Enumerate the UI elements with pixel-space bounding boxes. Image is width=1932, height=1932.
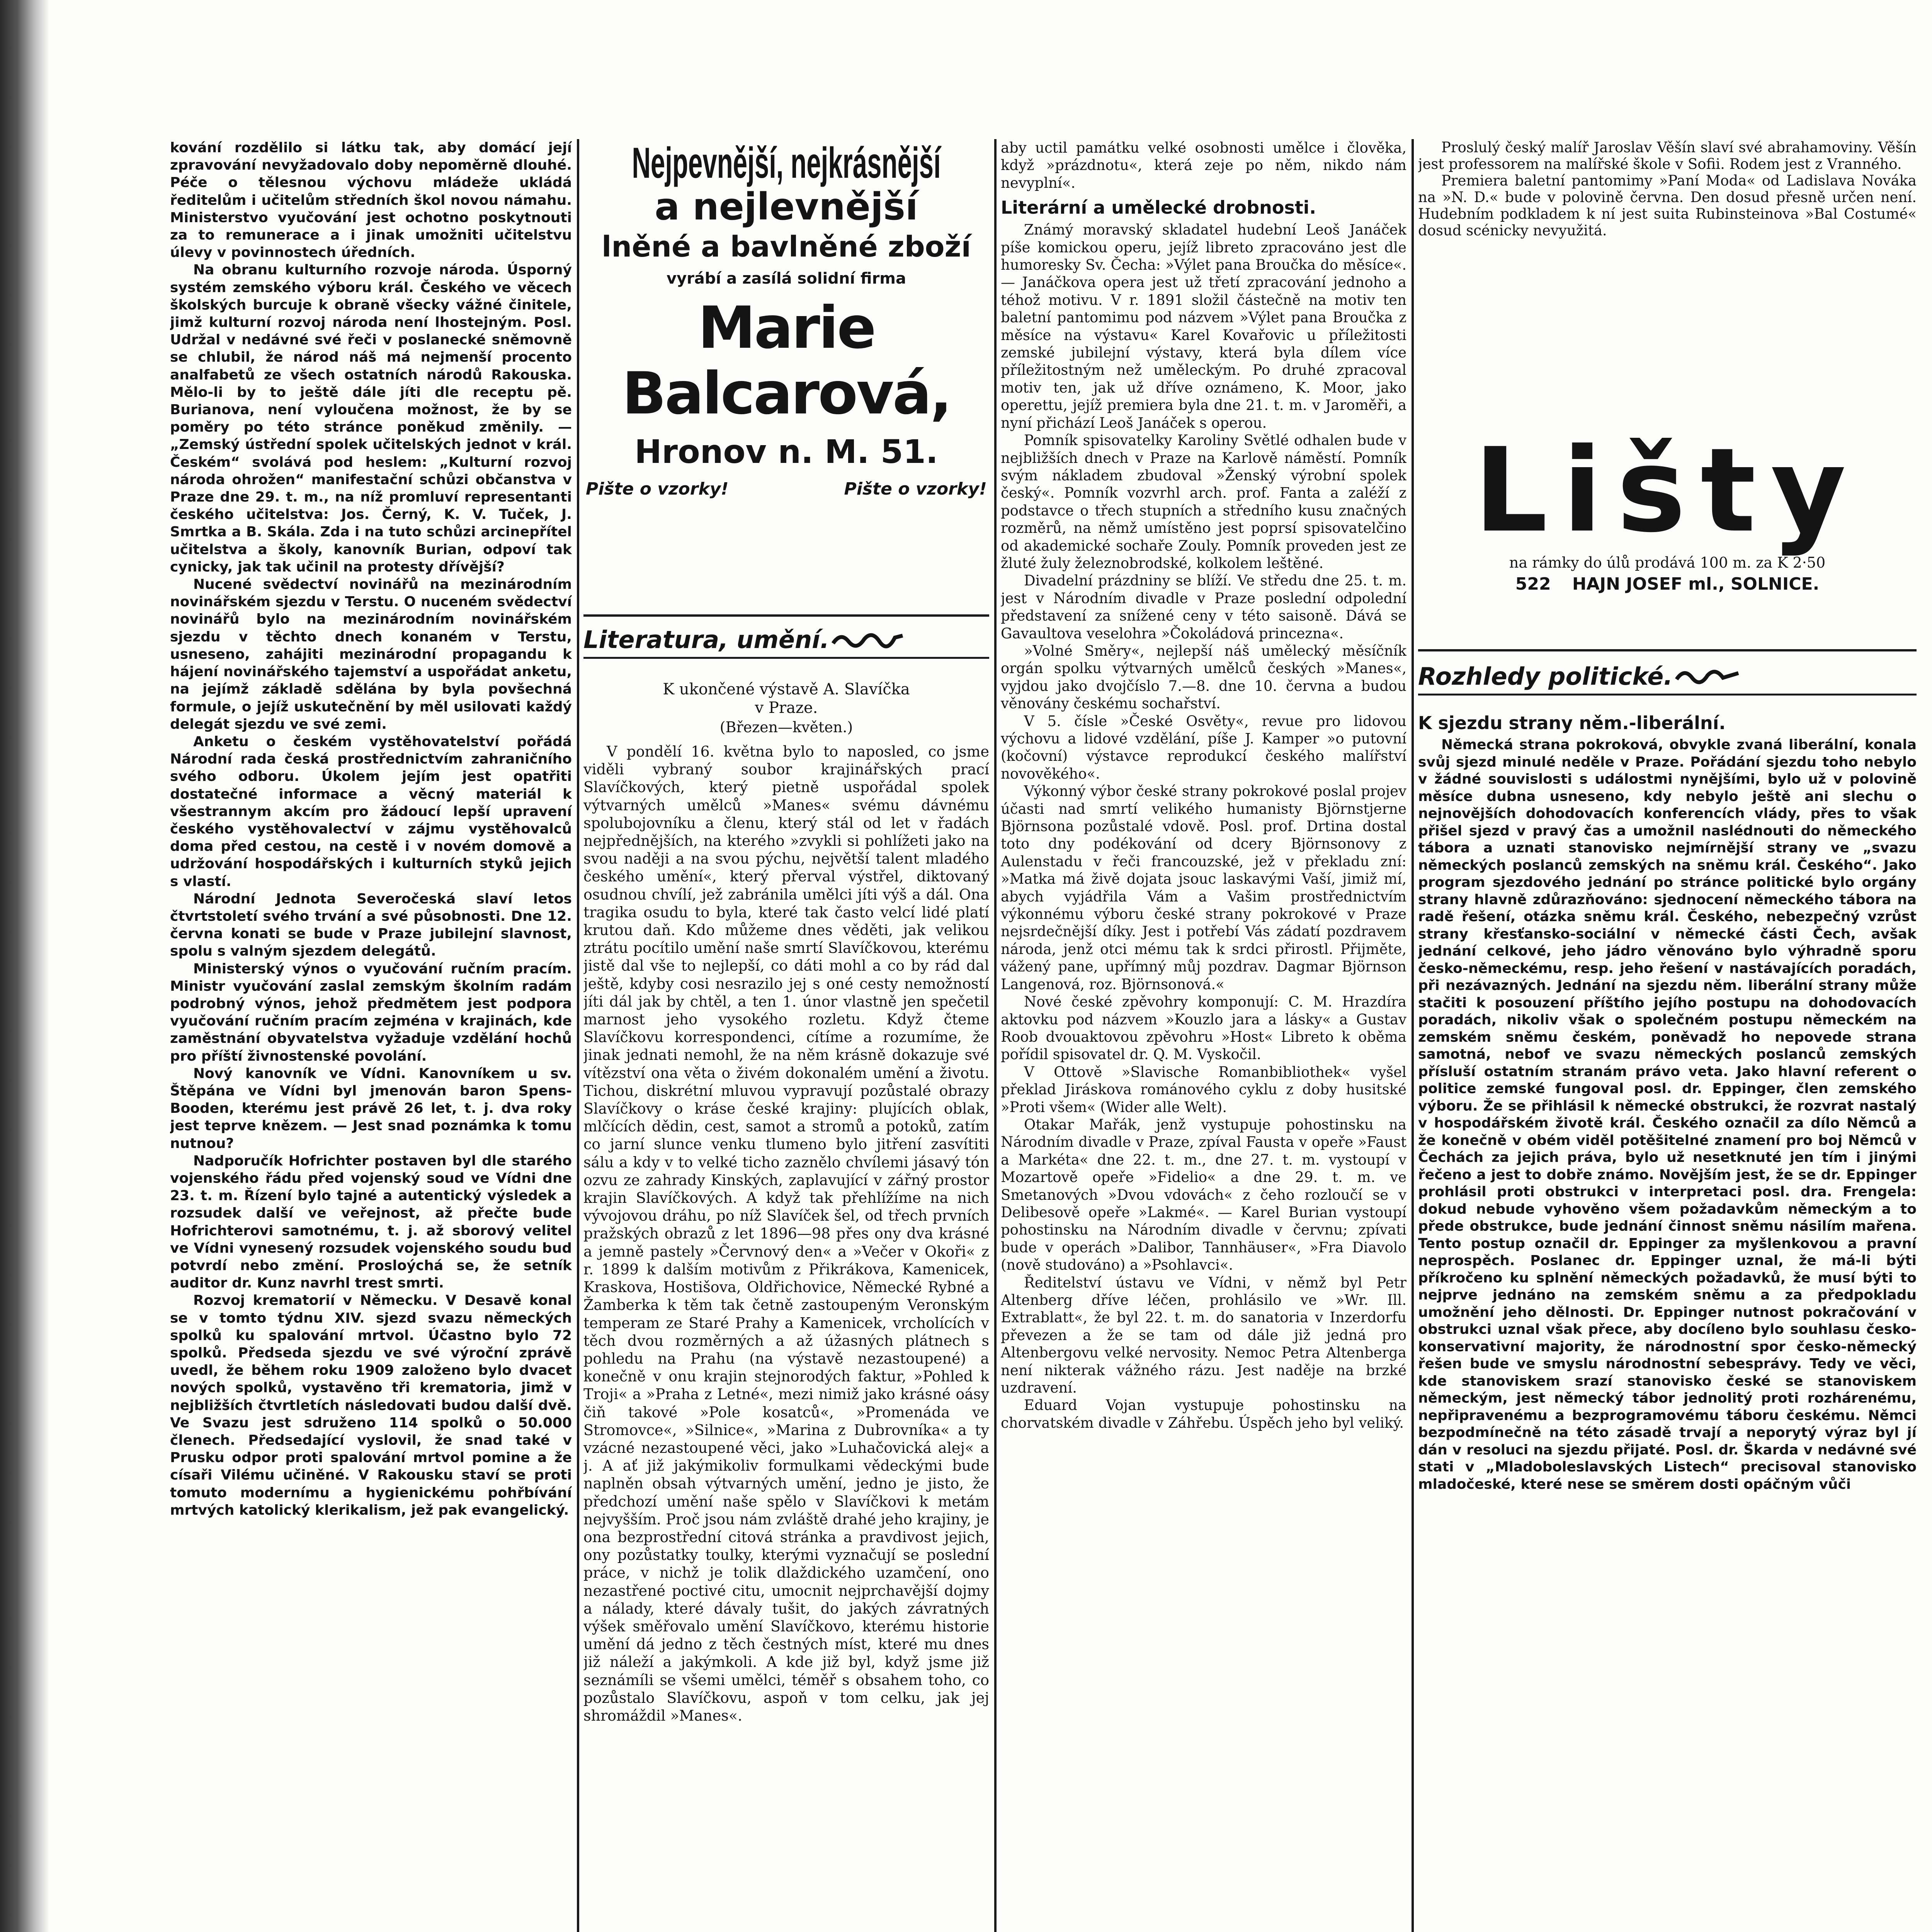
swash-ornament-icon [1673,665,1742,688]
section-banner-literatura [583,622,989,659]
columns [170,139,1917,1932]
section-title: Rozhledy politické. [1418,662,1673,690]
article-paragraph: Nadporučík Hofrichter postaven byl dle starého vojenského řádu před vojenský soud ve Vídni dne 23. t. m. Řízení bylo tajné a autentický výsledek a rozsudek další ve veřejnost, až přečte bude Hofrichterovi samotnému, t. j. až sborový velitel ve Vídni vynesený rozsudek vojenského soudu bud potvrdí nebo změní. Prosloýchá se, že setník auditor dr. Kunz navrhl trest smrti. [170,1153,572,1291]
article-paragraph: »Volné Směry«, nejlepší náš umělecký měsíčník orgán spolku výtvarných umělců českých »Manes«, vyjdou jako dvojčíslo 7.—8. dne 10. června a budou věnovány českému sochařství. [1001,642,1406,712]
article-title: K ukončené výstavě A. Slavíčka [663,680,910,698]
ad-cta: Pište o vzorky! [844,479,987,499]
article-heading: K sjezdu strany něm.-liberální. [1418,713,1726,733]
column-rule [994,139,997,1932]
article-body: Německá strana pokroková, obvykle zvaná liberální, konala svůj sjezd minulé neděle v Praze. Pořádání sjezdu toho nebylo v žádné souvislosti s událostmi nynějšími, bylo už v polovině měsíce dubna usneseno, kdy nebylo ještě ani slechu o nejnovějších dohodovacích konferencích vlády, přes to však přišel sjezd v pravý čas a umožnil naslédnouti do německého tábora a uznati stanovisko nejmírnější strany ve „svazu německých poslanců zemských na sněmu král. Českého“. Jako program sjezdového jednání po stránce politické bylo orgány strany hlavně zdůrazňováno: sjednocení německého tábora na radě řešení, otázka sněmu král. Českého, nebezpečný vzrůst strany křesťansko-sociální v německé části Čech, avšak jednání celkové, jeho jádro věnováno bylo výhradně sporu česko-německému, resp. jeho řešení v nastávajících poradách, při nezávazných. Jednání na sjezdu něm. liberální strany může stačiti k posouzení příštího jejího postupu na dohodovacích poradách, nikoliv však o společném postupu německém na zemském sněmu českém, poněvadž ho nepovede strana samotná, nebof ve svazu německých poslanců zemských přísluší ostatním stranám právo veta. Jako hlavní referent o politice zemské fungoval posl. dr. Eppinger, člen zemského výboru. Že se přihlásil k německé obstrukci, že rozvrat nastalý v hospodářském životě král. Českého označil za dílo Němců a že konečně v obém viděl potěšitelné znamení pro boj Němců v Čechách za jejich práva, bylo už nesetknuté jen tím i jinými řečeno a jest to dobře známo. Novějším jest, že se dr. Eppinger prohlásil proti obstrukci v interpretaci posl. dra. Frengela: dokud nebude vyhověno všem požadavkům německým a to přede obstrukce, bude jednání činnost sněmu násilím mařena. Tento postup označil dr. Eppinger za myšlenkovou a pravní neprospěch. Poslanec dr. Eppinger uznal, že má-li býti příkročeno ku splnění německých požadavků, že musí býti to nejprve jednáno na zemském sněmu a za předpokladu umožnění jeho dělnosti. Dr. Eppinger nutnost pokračování v obstrukci uznal však přece, aby docíleno bylo souhlasu česko-konservativní majority, že národnostní spor česko-německý řešen bude ve smyslu národnostní sebesprávy. Tedy ve věci, kde stanoviskem srazí stanovisko české se stanoviskem německým, jest německý tábor jednolitý proti rozhárenému, nepřipravenému a bezprogramovému táboru českému. Němci bezpodmínečně na této zásadě trvají a neporytý výraz byl jí dán v resoluci na sjezdu přijaté. Posl. dr. Škarda v nedávné své stati v „Mladoboleslavských Listech“ precisoval stanovisko mladočeské, které nese se směrem dosti opáčným vůči [1418,737,1917,1492]
article-paragraph: Eduard Vojan vystupuje pohostinsku na chorvatském divadle v Záhřebu. Úspěch jeho byl veliký. [1001,1397,1406,1431]
article-paragraph: Na obranu kulturního rozvoje národa. Úsporný systém zemského výboru král. Českého ve věcech školských burcuje k obraně všecky vážné činitele, jimž kulturní rozvoj národa není lhostejným. Posl. Udržal v nedávné své řeči v poslanecké sněmovně se chlubil, že národ náš má nejmenší procento analfabetů ze všech ostatních národů Rakouska. Mělo-li by to ještě dále jíti dle receptu pě. Burianova, není vyloučena možnost, že by se poměry po této stránce poněkud změnily. — „Zemský ústřední spolek učitelských jednot v král. Českém“ svolává pod heslem: „Kulturní rozvoj národa ohrožen“ manifestační schůzi občanstva v Praze dne 29. t. m., na níž promluví representanti českého učitelstva: Jos. Černý, K. V. Tuček, J. Smrtka a B. Skála. Zda i na tuto schůzi arcinepřítel učitelstva a školy, kanovník Burian, odpoví tak cynicky, jak tak učinil na protesty dřívější? [170,262,572,575]
article-paragraph: aby uctil památku velké osobnosti umělce i člověka, když »prázdnotu«, která zeje po něm, nikdo nám nevyplní«. [1001,139,1406,191]
article-paragraph: Nové české zpěvohry komponují: C. M. Hrazdíra aktovku pod názvem »Kouzlo jara a lásky« a Gustav Roob dvouaktovou zpěvohru »Host« Libreto k oběma pořídil spisovatel dr. Q. M. Vyskočil. [1001,993,1406,1063]
ad-maker-line: vyrábí a zasílá solidní firma [667,270,906,287]
ad-offer: na rámky do úlů prodává 100 m. za K 2·50 [1509,554,1826,571]
ad-cta-row [583,479,989,499]
article-paragraph: Otakar Mařák, jenž vystupuje pohostinsku na Národním divadle v Praze, zpíval Fausta v opeře »Faust a Markéta« dne 22. t. m., dne 27. t. m. vystoupí v Mozartově opeře »Fidelio« a dne 29. t. m. ve Smetanových »Dvou vdovách« z čeho rozloučí se v Delibesově opeře »Lakmé«. — Karel Burian vystoupí pohostinsku na Národním divadle v červnu; zpívati bude v operách »Dalibor, Tannhäuser«, »Fra Diavolo (nově studováno) a »Psohlavci«. [1001,1116,1406,1274]
article-paragraph: Anketu o českém vystěhovatelství pořádá Národní rada česká prostřednictvím zahraničního svého odboru. Úkolem jejím jest opatřiti dostatečné informace a věcný materiál k všestrannym akcím pro žádoucí lepší upravení českého vystěhovalectví v zájmu vystěhovalců doma před cestou, na cestě i v novém domově a udržování hospodářských i kulturních styků jejich s vlastí. [170,733,572,889]
ad-company-name: Marie Balcarová, [622,294,951,427]
listy-advertisement [1418,423,1917,651]
scan-edge-left [0,0,49,1932]
swash-ornament-icon [829,628,906,651]
newspaper-page [170,139,1917,1932]
ad-slogan: Nejpevnější, nejkrásnější [632,139,941,187]
column-4 [1418,139,1917,1932]
article-paragraph: Nucené svědectví novinářů na mezinárodním novinářském sjezdu v Terstu. O nuceném svědectví novinářů bylo na mezinárodním novinářském sjezdu v těchto dnech konaném v Terstu, usneseno, zahájiti mezinárodní propagandu k hájení novinářského tajemství a uspořádat anketu, na jejímž základě sdělána by byla povšechná formule, o jejíž uskutečnění by měl usilovati každý delegát sjezdu ve své zemi. [170,577,572,732]
ad-seller [1418,574,1917,594]
column-4-top [1418,139,1917,239]
ad-subtitle: a nejlevnější [655,185,918,228]
ad-seller-number: 522 [1515,574,1551,594]
article-sjezd [1418,707,1917,1493]
column-rule [577,139,579,1932]
article-paragraph: Ředitelství ústavu ve Vídni, v němž byl Petr Altenberg dříve léčen, prohlásilo ve »Wr. Ill. Extrablatt«, že byl 22. t. m. do sanatoria v Inzerdorfu převezen a že se tam od dále již jedná pro Altenbergovu velké nervosity. Nemoc Petra Altenberga není nikterak vážného rázu. Jest naděje na brzké uzdravení. [1001,1274,1406,1396]
article-paragraph: Pomník spisovatelky Karoliny Světlé odhalen bude v nejbližších dnech v Praze na Karlově náměstí. Pomník svým nákladem zbudoval »Ženský výrobní spolek český«. Pomník vozvrhl arch. prof. Fanta a zaléží z podstavce o třech stupních a středního kusu značných rozměrů, na němž umístěno jest poprsí spisovatelčino od akademické sochaře Zouly. Pomník proveden jest ze žluté žuly železnobrodské, kolkolem leštěné. [1001,432,1406,571]
article-paragraph: Výkonný výbor české strany pokrokové poslal projev účasti nad smrtí velikého humanisty Björnstjerne Björnsona pozůstalé vdově. Posl. prof. Drtina dostal toto dny podékování od dcery Björnsonovy z Aulenstadu v řeči francouzské, jež v překladu zní: »Matka má živě dojata jsouc laskavými Vaší, jimiž mí, abych vyjádřila Vám a Vašim prostřednictvím výkonnému výboru české strany pokrokové v Praze nejsrdečnější díky. Jest i potřebí Vás zádatí pozdravem národa, jenž otci mému tak k srdci přirostl. Přijměte, vážený pane, upřímný můj pozdrav. Dagmar Björnson Langenová, roz. Björnsonová.« [1001,783,1406,993]
column-1 [170,139,572,1932]
article-paragraph: Ministerský výnos o vyučování ručním pracím. Ministr vyučování zaslal zemským školním radám podrobný výnos, jehož předmětem jest podpora vyučování ručním pracím zejména v krajinách, kde zaměstnání obyvatelstva vyžaduje vzdělání hochů pro příští živnostenské povolání. [170,961,572,1064]
ad-headline: Lišty [1474,423,1861,558]
column-3 [1001,139,1406,1932]
article-paragraph: Národní Jednota Severočeská slaví letos čtvrtstoletí svého trvání a své působnosti. Dne 12. června konati se bude v Praze jubilejní slavnost, spolu s valným sjezdem delegátů. [170,891,572,959]
article-slavicek [583,680,989,1725]
linen-advertisement [583,139,989,617]
article-paragraph: Premiera baletní pantomimy »Paní Moda« od Ladislava Nováka na »N. D.« bude v polovině června. Den dosud přesně určen není. Hudebním podkladem k ní jest suita Rubinsteinova »Bal Costumé« dosud scénicky nevyužitá. [1418,172,1917,239]
article-paragraph: Známý moravský skladatel hudební Leoš Janáček píše komickou operu, jejíž libreto zpracováno jest dle humoresky Sv. Čecha: »Výlet pana Broučka do měsíce«. — Janáčkova opera jest už třetí zpracování jednoho a téhož motivu. V r. 1891 složil částečně na motiv ten baletní pantomimu pod názvem »Výlet pana Broučka z měsíce na výstavu« Karel Kovařovic u příležitosti zemské jubilejní výstavy, která byla dílem více příležitostným než uměleckým. Po druhé zpracoval motiv ten, jak už dříve oznámeno, K. Moor, jako operettu, jejíž premiera byla dne 21. t. m. v Jaroměři, a nyní přichází Leoš Janáček s operou. [1001,221,1406,431]
article-paragraph: Divadelní prázdniny se blíží. Ve středu dne 25. t. m. jest v Národním divadle v Praze poslední odpolední představení za snížené ceny v této saisoně. Dává se Gavaultova veselohra »Čokoládová princezna«. [1001,572,1406,642]
section-heading: Literární a umělecké drobnosti. [1001,197,1316,218]
column-2 [583,139,989,1932]
article-paragraph: Proslulý český malíř Jaroslav Věšín slaví své abrahamoviny. Věšín jest professorem na malířské škole v Sofii. Rodem jest z Vranného. [1418,139,1917,172]
ad-product: lněné a bavlněné zboží [602,230,971,264]
section-title: Literatura, umění. [583,625,829,654]
section-banner-politika [1418,659,1917,696]
ad-cta: Pište o vzorky! [586,479,729,499]
article-dates: (Březen—květen.) [719,719,853,736]
article-paragraph: V 5. čísle »České Osvěty«, revue pro lidovou výchovu a lidové vzdělání, píše J. Kamper »o putovní (kočovní) výstavce reprodukcí českého malířství novověkého«. [1001,713,1406,782]
article-paragraph: kování rozdělilo si látku tak, aby domácí její zpravování nevyžadovalo doby nepoměrně dlouhé. Péče o tělesnou výchovu mládeže ukládá ředitelům i učitelům středních škol novou námahu. Ministerstvo vyučování jest ochotno poskytnouti za to remunerace a i jinak umožniti učitelstvu úlevy v povinnostech úředních. [170,140,572,261]
article-paragraph: V Ottově »Slavische Romanbibliothek« vyšel překlad Jiráskova románového cyklu z doby husitské »Proti všem« (Wider alle Welt). [1001,1063,1406,1116]
article-paragraph: Nový kanovník ve Vídni. Kanovníkem u sv. Štěpána ve Vídni byl jmenován baron Spens-Booden, kterému jest právě 26 let, t. j. dva roky jest teprve knězem. — Jest snad poznámka k tomu nutnou? [170,1065,572,1151]
ad-town: Hronov n. M. 51. [634,433,938,471]
article-paragraph: Rozvoj krematorií v Německu. V Desavě konal se v tomto týdnu XIV. sjezd svazu německých spolků ku spalování mrtvol. Účastno bylo 72 spolků. Předseda sjezdu ve své výroční zprávě uvedl, že během roku 1909 založeno bylo dvacet nových spolků, vystavěno tři krematoria, jimž v nejbližších čtvrtletích následovati budou další dvě. Ve Svazu jest sdruženo 114 spolků o 50.000 členech. Předsedající vyslovil, že snad také v Prusku odpor proti spalování mrtvol pomine a že císaři Vilému učiněné. V Rakousku staví se proti tomuto modernímu a hygienickému pohřbívání mrtvých katolický klerikalism, jež pak evangelický. [170,1293,572,1518]
article-title: v Praze. [755,699,818,717]
column-rule [1412,139,1414,1932]
ad-seller-name: HAJN JOSEF ml., SOLNICE. [1572,574,1820,594]
article-body: V pondělí 16. května bylo to naposled, co jsme viděli vybraný soubor krajinářských prací Slavíčkových, který pietně uspořádal spolek výtvarných umělců »Manes« svému dávnému spolubojovníku a členu, který stál od let v řadách nejpřednějších, na kterého »zvykli si pohlížeti jako na svou naději a na svou pýchu, největší talent mladého českého umění«, který přerval výstřel, diktovaný osudnou chvílí, jež zabránila umělci jíti výš a dál. Ona tragika osudu to byla, které tak často velcí lidé platí krutou daň. Kdo můžeme dnes věděti, jak velikou ztrátu pocítilo umění naše smrtí Slavíčkovou, kterému jistě dal vše to nejlepší, co dáti mohl a co by rád dal ještě, kdyby cosi nesrazilo jej s oné cesty nemožností jíti dál jak by chtěl, a ten 1. únor vlastně jen spečetil marnost jeho vysokého rozletu. Když čteme Slavíčkovu korrespondenci, cítíme a rozumíme, že jinak jednati nemohl, že na něm krásně dokazuje své vítězství ona věta o živém dokonalém umění a životu. Tichou, diskrétní mluvou vypravují pozůstalé obrazy Slavíčkovy o kráse české krajiny: plujících oblak, mlčících dědin, cest, samot a stromů a potoků, zatím co jarní slunce venku tlumeno bylo jitření zasvítiti sálu a kdy v to velké ticho zaznělo chvílemi jásavý tón ozvu ze zahrady Kinských, zaplavující v zářný prostor krajin Slavíčkových. A když tak přehlížíme na nich vývojovou dráhu, po níž Slavíček šel, od třech prvních pražských obrazů z let 1896—98 přes ony dva krásné a jemně pastely »Červnový den« a »Večer v Okoři« z r. 1899 k dalším motivům z Přikrákova, Kamenicek, Kraskova, Hostišova, Oldřichovice, Německé Rybné a Žamberka k těm tak četně zastoupeným Veronským temperam ze Staré Prahy a Kamenicek, vrcholících v těch dvou rozměrných a až úžasných plátnech s pohledu na Prahu (na výstavě nezastoupené) a konečně v onu krajin stejnorodých faktur, »Pohled k Troji« a »Praha z Letné«, mezi nimiž jako krásné oásy čiň takové »Pole kosatců«, »Promenáda ve Stromovce«, »Silnice«, »Marina z Dubrovníka« a ty vzácné nezastoupené věci, jako »Luhačovická alej« a j. A ať již jakýmikoliv formulkami vědeckými bude naplněn obsah výtvarných umění, jedno je jisto, že předchozí umění naše spělo v Slavíčkovi k metám nejvyšším. Proč jsou nám zvláště drahé jeho krajiny, je ona bezprostřední citová stránka a pravdivost jejich, ony pozůstatky toulky, kterými vyznačují se poslední práce, v nichž je tolik dlaždického uzamčení, ono nezastřené poctivé citu, umocnit nejprchavější dojmy a nálady, které dávaly tušit, do jakých závratných výšek směřovalo umění Slavíčkovo, kterému historie umění dá jedno z těch čestných míst, které mu dnes již náleží a jakýmkoli. A kde již byl, když jsme již seznámíli se všemi umělci, téměř s obsahem toho, co pozůstalo Slavíčkovu, aspoň v tom celku, jak jej shromáždil »Manes«. [583,743,989,1724]
